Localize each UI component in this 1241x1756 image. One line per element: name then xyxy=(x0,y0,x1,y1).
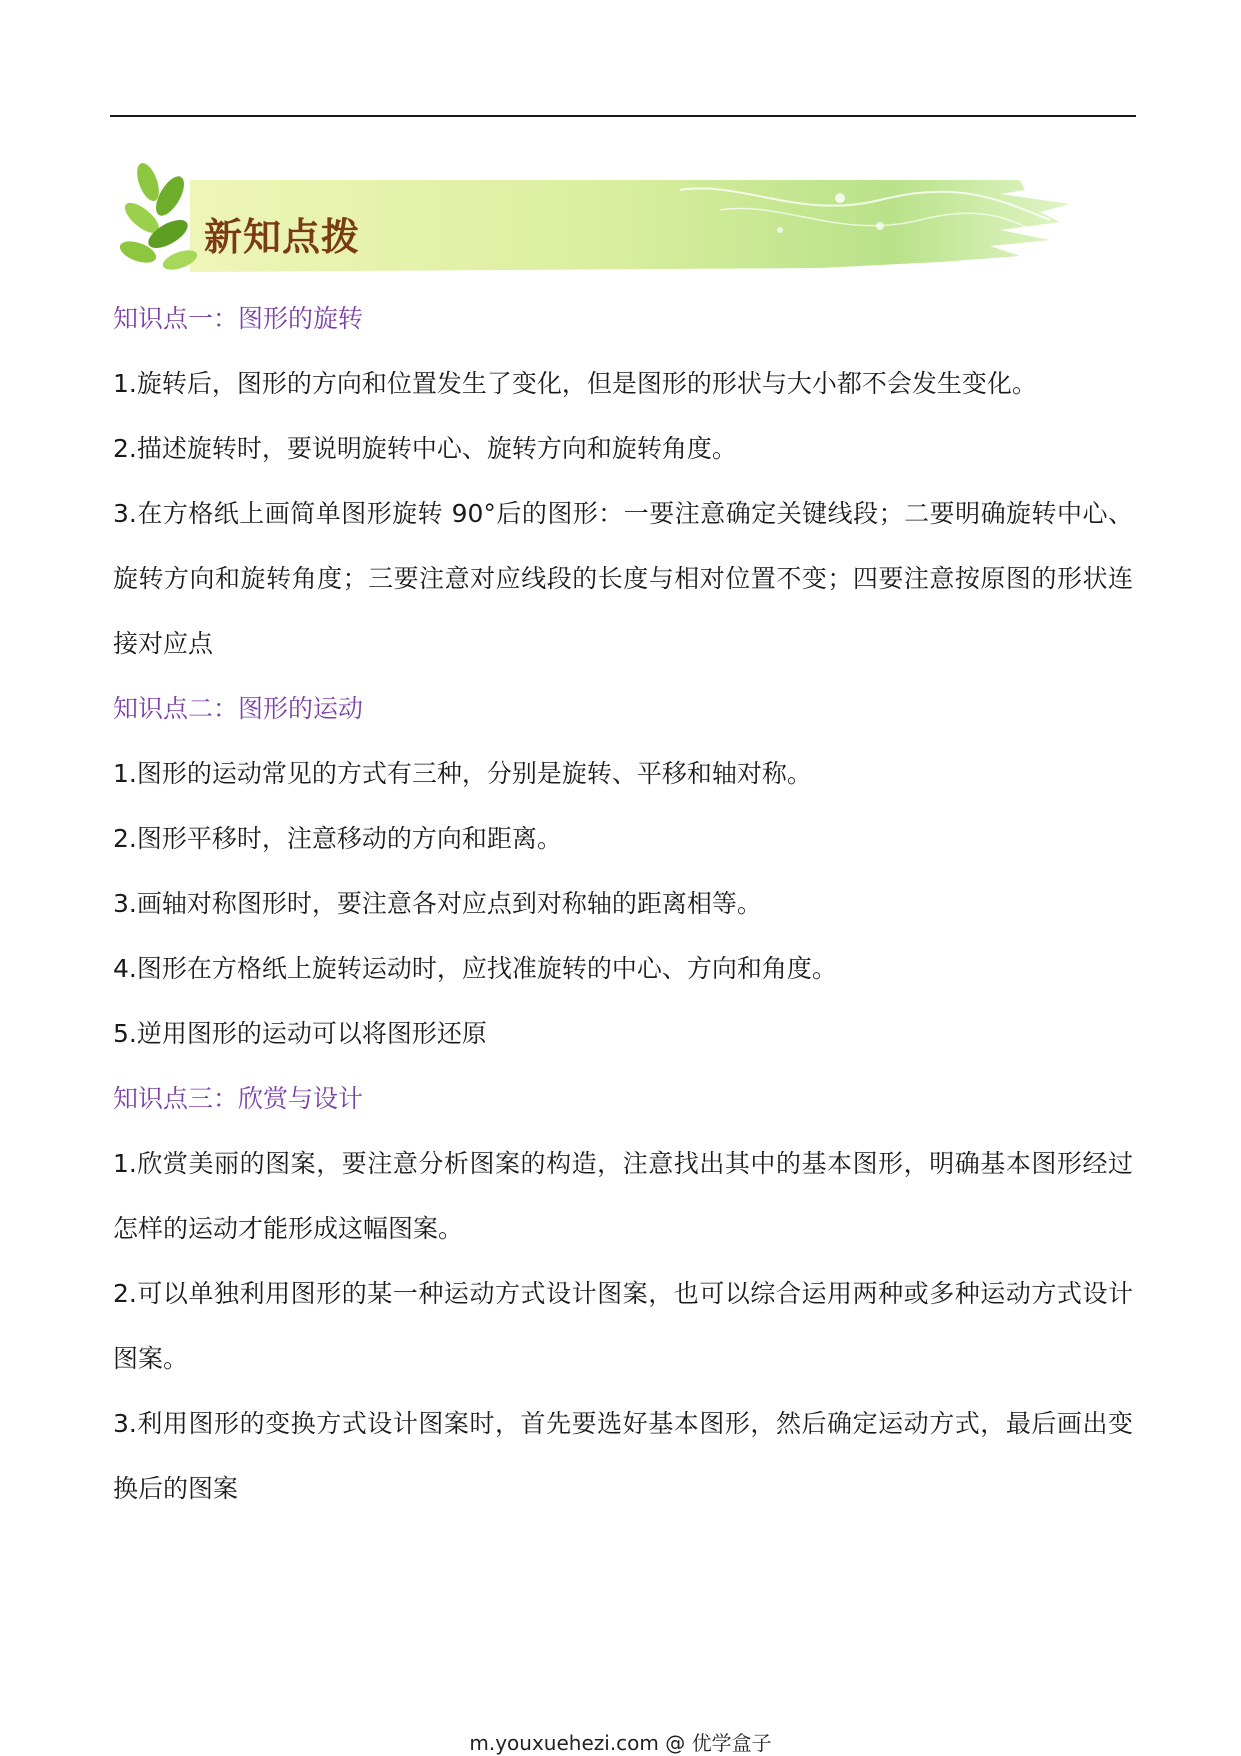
list-item: 5.逆用图形的运动可以将图形还原 xyxy=(113,1019,487,1048)
list-item: 3.在方格纸上画简单图形旋转 90°后的图形：一要注意确定关键线段；二要明确旋转中心、旋转方向和旋转角度；三要注意对应线段的长度与相对位置不变；四要注意按原图的形状连接对应点 xyxy=(113,499,1133,658)
list-item: 1.旋转后，图形的方向和位置发生了变化，但是图形的形状与大小都不会发生变化。 xyxy=(113,369,1037,398)
list-item: 1.图形的运动常见的方式有三种，分别是旋转、平移和轴对称。 xyxy=(113,759,812,788)
list-item: 3.利用图形的变换方式设计图案时，首先要选好基本图形，然后确定运动方式，最后画出变换后的图案 xyxy=(113,1409,1133,1503)
leaf-cluster-icon xyxy=(120,160,200,274)
section-1 xyxy=(113,286,1133,676)
knowledge-content xyxy=(113,286,1133,1521)
list-item: 2.可以单独利用图形的某一种运动方式设计图案，也可以综合运用两种或多种运动方式设计图案。 xyxy=(113,1279,1133,1373)
section-2 xyxy=(113,676,1133,1066)
list-item: 4.图形在方格纸上旋转运动时，应找准旋转的中心、方向和角度。 xyxy=(113,954,837,983)
section-heading: 知识点三：欣赏与设计 xyxy=(113,1084,364,1113)
section-heading: 知识点二：图形的运动 xyxy=(113,694,364,723)
section-heading: 知识点一：图形的旋转 xyxy=(113,304,364,333)
footer-watermark: m.youxuehezi.com @ 优学盒子 xyxy=(469,1731,772,1755)
list-item: 1.欣赏美丽的图案，要注意分析图案的构造，注意找出其中的基本图形，明确基本图形经过怎样的运动才能形成这幅图案。 xyxy=(113,1149,1133,1243)
section-banner xyxy=(120,160,1080,280)
list-item: 3.画轴对称图形时，要注意各对应点到对称轴的距离相等。 xyxy=(113,889,762,918)
list-item: 2.图形平移时，注意移动的方向和距离。 xyxy=(113,824,562,853)
section-3 xyxy=(113,1066,1133,1521)
header-rule xyxy=(110,115,1136,117)
list-item: 2.描述旋转时，要说明旋转中心、旋转方向和旋转角度。 xyxy=(113,434,737,463)
banner-title: 新知点拨 xyxy=(204,215,361,259)
